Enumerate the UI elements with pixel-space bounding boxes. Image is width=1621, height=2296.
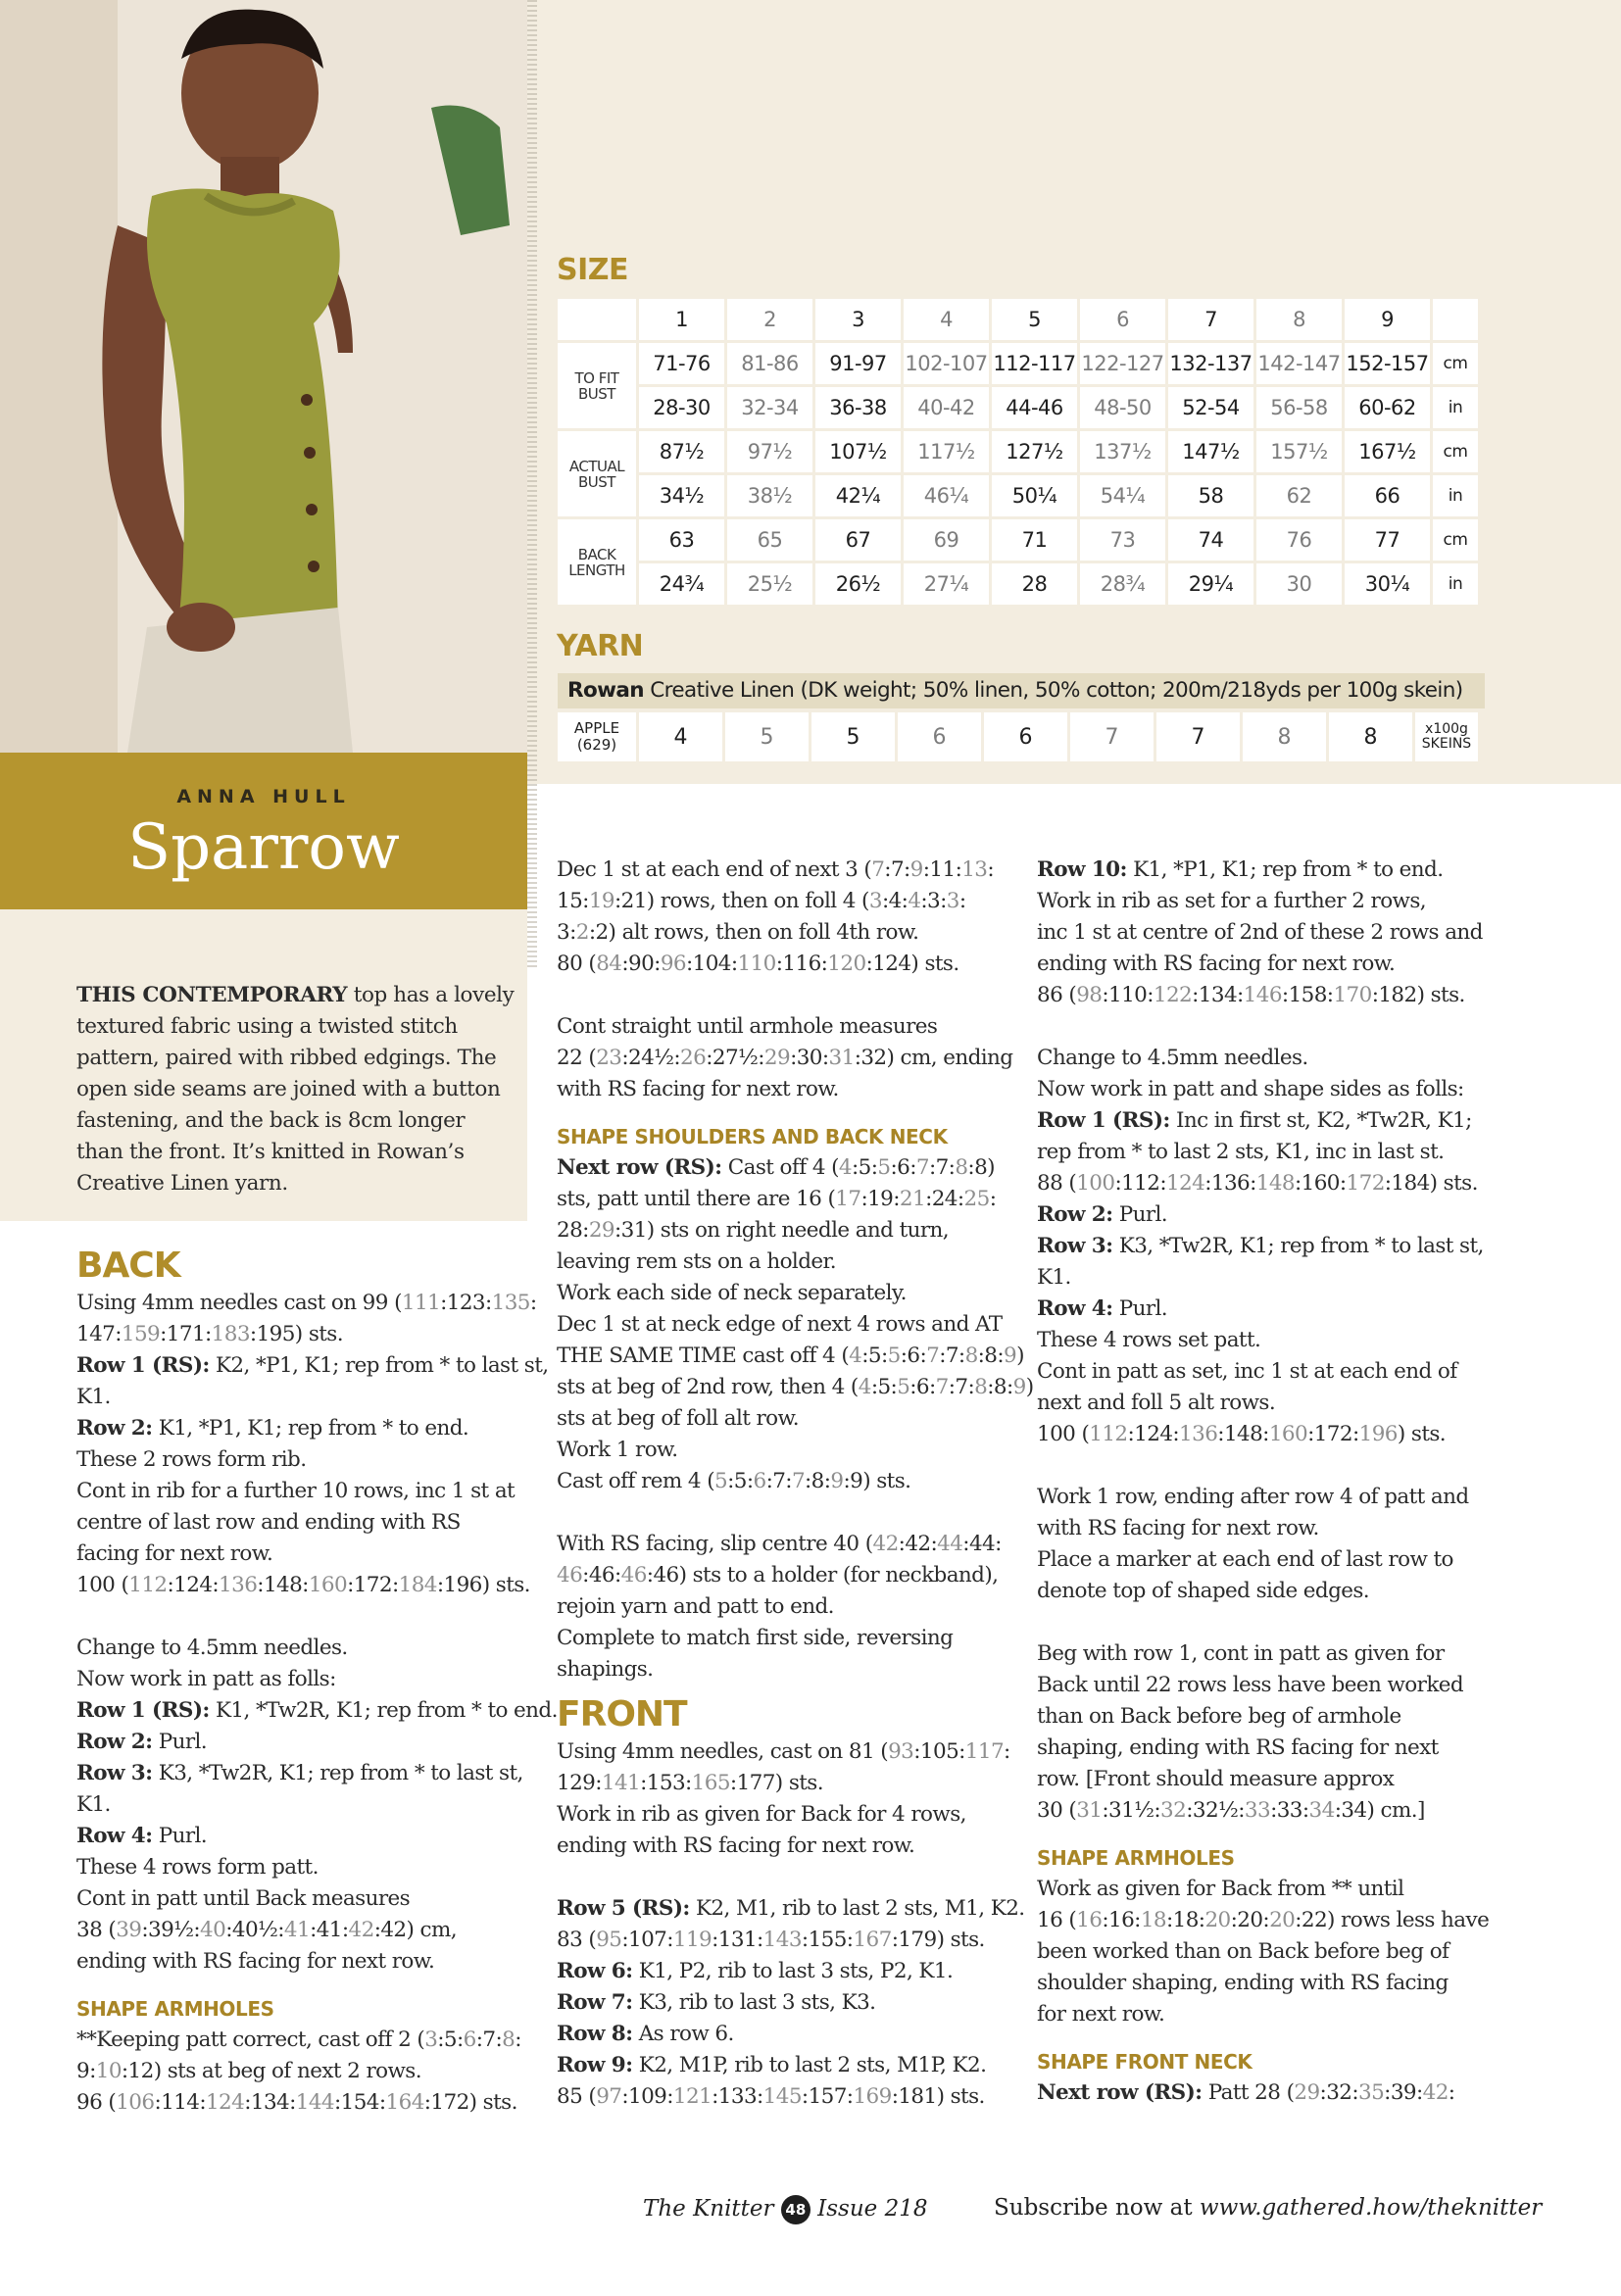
size-table	[555, 296, 1481, 608]
page-number: 48	[781, 2195, 810, 2224]
yarn-colour-label: APPLE (629)	[558, 712, 636, 761]
intro-lead: THIS CONTEMPORARY	[76, 983, 348, 1007]
magazine-name: The Knitter	[643, 2196, 774, 2222]
column-1: BACK Using 4mm needles cast on 99 (111:123:135: 147:159:171:183:195) sts. Row 1 (RS): K2, *P1, K1; rep from * to last st, K1. Row 2: K1, *P1, K1; rep from * to end. These 2 rows form rib. Cont in rib for a further 10 rows, inc 1 st at centre of last row and ending with RS facing for next row. 100 (112:124:136:148:160:172:184:196) sts. Change to 4.5mm needles. Now work in patt as folls: Row 1 (RS): K1, *Tw2R, K1; rep from * to end. Row 2: Purl. Row 3: K3, *Tw2R, K1; rep from * to last st, K1. Row 4: Purl. These 4 rows form patt. Cont in patt until Back measures 38 (39:39½:40:40½:41:41:42:42) cm, ending with RS facing for next row. SHAPE ARMHOLES **Keeping patt correct, cast off 2 (3:5:6:7:8: 9:10:12) sts at beg of next 2 rows. 96 (106:114:124:134:144:154:164:172) sts.	[76, 1246, 558, 2115]
size-row-numbers	[558, 299, 1478, 340]
size-cell: 4	[904, 299, 989, 340]
to-fit-bust-in-row: 28-30 32-34 36-38 40-42 44-46 48-50 52-54 56-58 60-62 in	[558, 387, 1478, 428]
size-heading: SIZE	[557, 253, 629, 287]
yarn-amount-row: APPLE (629) 4 5 5 6 6 7 7 8 8 x100g SKEINS	[558, 712, 1478, 761]
shape-shoulders-heading: SHAPE SHOULDERS AND BACK NECK	[557, 1125, 948, 1148]
intro-body: top has a lovely textured fabric using a twisted stitch pattern, paired with ribbed edgings. The open side seams are joined with a button fastening, and the back is 8cm longer than the front. It’s knitted in Rowan’s Creative Linen yarn.	[76, 983, 515, 1196]
actual-bust-label: ACTUAL BUST	[558, 431, 636, 516]
column-2: Dec 1 st at each end of next 3 (7:7:9:11:13: 15:19:21) rows, then on foll 4 (3:4:4:3:3: 3:2:2) alt rows, then on foll 4th row. 80 (84:90:96:104:110:116:120:124) sts. Cont straight until armhole measures 22 (23:24½:26:27½:29:30:31:32) cm, ending with RS facing for next row. SHAPE SHOULDERS AND BACK NECK Next row (RS): Cast off 4 (4:5:5:6:7:7:8:8) sts, patt until there are 16 (17:19:21:24:25: 28:29:31) sts on right needle and turn, leaving rem sts on a holder. Work each side of neck separately. Dec 1 st at neck edge of next 4 rows and AT THE SAME TIME cast off 4 (4:5:5:6:7:7:8:8:9) sts at beg of 2nd row, then 4 (4:5:5:6:7:7:8:8:9) sts at beg of foll alt row. Work 1 row. Cast off rem 4 (5:5:6:7:7:8:9:9) sts. With RS facing, slip centre 40 (42:42:44:44: 46:46:46:46) sts to a holder (for neckband), rejoin yarn and patt to end. Complete to match first side, reversing shapings. FRONT Using 4mm needles, cast on 81 (93:105:117: 129:141:153:165:177) sts. Work in rib as given for Back for 4 rows, ending with RS facing for next row. Row 5 (RS): K2, M1, rib to last 2 sts, M1, K2. 83 (95:107:119:131:143:155:167:179) sts. Row 6: K1, P2, rib to last 3 sts, P2, K1. Row 7: K3, rib to last 3 sts, K3. Row 8: As row 6. Row 9: K2, M1P, rib to last 2 sts, M1P, K2. 85 (97:109:121:133:145:157:169:181) sts.	[557, 857, 1034, 2109]
back-length-cm-row: BACK LENGTH 63 65 67 69 71 73 74 76 77 cm	[558, 519, 1478, 561]
title-block	[0, 753, 527, 909]
pattern-title: Sparrow	[127, 811, 400, 884]
front-heading: FRONT	[557, 1694, 687, 1734]
footer-subscribe: Subscribe now at www.gathered.how/theknitter	[994, 2195, 1543, 2221]
to-fit-bust-label: TO FIT BUST	[558, 343, 636, 428]
size-cell: 1	[639, 299, 724, 340]
shape-armholes-heading: SHAPE ARMHOLES	[76, 1997, 274, 2021]
subscribe-link[interactable]: www.gathered.how/theknitter	[1199, 2195, 1543, 2221]
shape-front-neck-heading: SHAPE FRONT NECK	[1037, 2050, 1253, 2074]
binding-edge	[527, 0, 537, 970]
garment-photo	[0, 0, 527, 753]
yarn-table	[555, 709, 1481, 764]
size-cell: 8	[1256, 299, 1342, 340]
to-fit-bust-cm-row: TO FIT BUST 71-76 81-86 91-97 102-107 112-117 122-127 132-137 142-147 152-157 cm	[558, 343, 1478, 384]
column-3: Row 10: K1, *P1, K1; rep from * to end. Work in rib as set for a further 2 rows, inc 1 st at centre of 2nd of these 2 rows and ending with RS facing for next row. 86 (98:110:122:134:146:158:170:182) sts. Change to 4.5mm needles. Now work in patt and shape sides as folls: Row 1 (RS): Inc in first st, K2, *Tw2R, K1; rep from * to last 2 sts, K1, inc in last st. 88 (100:112:124:136:148:160:172:184) sts. Row 2: Purl. Row 3: K3, *Tw2R, K1; rep from * to last st, K1. Row 4: Purl. These 4 rows set patt. Cont in patt as set, inc 1 st at each end of next and foll 5 alt rows. 100 (112:124:136:148:160:172:196) sts. Work 1 row, ending after row 4 of patt and with RS facing for next row. Place a marker at each end of last row to denote top of shaped side edges. Beg with row 1, cont in patt as given for Back until 22 rows less have been worked than on Back before beg of armhole shaping, ending with RS facing for next row. [Front should measure approx 30 (31:31½:32:32½:33:33:34:34) cm.] SHAPE ARMHOLES Work as given for Back from ** until 16 (16:16:18:18:20:20:20:22) rows less have been worked than on Back before beg of shoulder shaping, ending with RS facing for next row. SHAPE FRONT NECK Next row (RS): Patt 28 (29:32:35:39:42:	[1037, 857, 1490, 2105]
yarn-description: Rowan Creative Linen (DK weight; 50% linen, 50% cotton; 200m/218yds per 100g skein)	[558, 673, 1485, 708]
footer-issue	[643, 2195, 927, 2224]
yarn-heading: YARN	[557, 629, 644, 663]
issue-number: Issue 218	[817, 2196, 928, 2222]
actual-bust-cm-row: ACTUAL BUST 87½ 97½ 107½ 117½ 127½ 137½ 147½ 157½ 167½ cm	[558, 431, 1478, 472]
intro-text	[76, 980, 517, 1199]
yarn-unit: x100g SKEINS	[1415, 712, 1478, 761]
front-shape-armholes-heading: SHAPE ARMHOLES	[1037, 1846, 1235, 1870]
size-cell: 5	[992, 299, 1077, 340]
designer-name: ANNA HULL	[176, 786, 351, 807]
actual-bust-in-row: 34½ 38½ 42¼ 46¼ 50¼ 54¼ 58 62 66 in	[558, 475, 1478, 516]
size-cell: 9	[1345, 299, 1430, 340]
back-length-in-row: 24¾ 25½ 26½ 27¼ 28 28¾ 29¼ 30 30¼ in	[558, 563, 1478, 605]
size-cell: 7	[1168, 299, 1253, 340]
back-heading: BACK	[76, 1246, 180, 1286]
size-cell: 2	[727, 299, 812, 340]
back-length-label: BACK LENGTH	[558, 519, 636, 605]
size-cell: 6	[1080, 299, 1165, 340]
size-cell: 3	[815, 299, 901, 340]
